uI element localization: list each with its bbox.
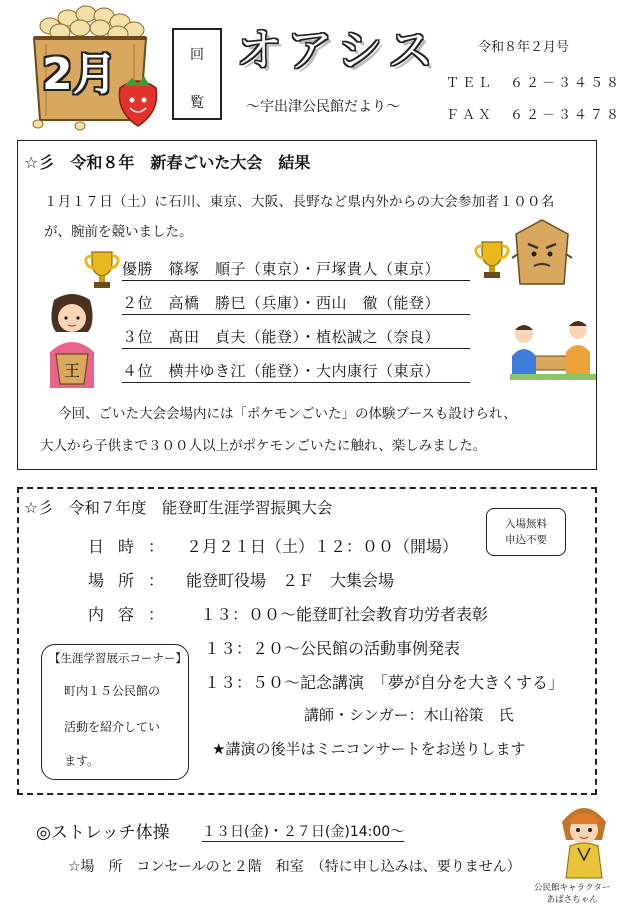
- trophy-icon: [84, 248, 120, 290]
- admission-free-text: 入場無料: [505, 518, 547, 530]
- admission-badge: [486, 508, 566, 556]
- concert-note: ★講演の後半はミニコンサートをお送りします: [212, 740, 526, 758]
- place-value: 能登町役場 ２Ｆ 大集会場: [186, 571, 395, 590]
- no-registration-text: 申込不要: [505, 534, 547, 546]
- trophy-icon: [474, 238, 510, 280]
- newsletter-subtitle: ～宇出津公民館だより～: [246, 99, 400, 115]
- result-row: 優勝 篠塚 順子（東京）・戸塚貴人（東京）: [122, 258, 470, 281]
- mascot-caption-line1: 公民館キャラクター: [534, 883, 611, 893]
- kids-playing-goita-illustration: [508, 316, 598, 382]
- issue-label: 令和８年２月号: [478, 40, 570, 55]
- place-label: 場所：: [88, 571, 179, 590]
- program-item: １３：５０～記念講演 「夢が自分を大きくする」: [204, 673, 565, 692]
- exhibit-corner-line: 町内１５公民館の: [64, 684, 161, 698]
- mascot-caption: [534, 882, 610, 906]
- result-row: ４位 横井ゆき江（能登）・大内康行（東京）: [122, 360, 470, 383]
- goita-piece-char: 王: [63, 361, 81, 380]
- fax-number: ＦＡＸ ６２－３４７８: [446, 108, 622, 123]
- circulation-char-top: 回: [190, 47, 204, 63]
- mascot-caption-line2: あばさちゃん: [546, 895, 598, 905]
- program-item: １３：００～能登町社会教育功労者表彰: [200, 605, 489, 624]
- date-label: 日時：: [88, 537, 179, 556]
- lecturer-line: 講師・シンガー：木山裕策 氏: [304, 706, 514, 724]
- tournament-intro-line1: １月１７日（土）に石川、東京、大阪、長野など県内外からの大会参加者１００名: [44, 194, 555, 210]
- newsletter-title: オアシス: [236, 24, 440, 76]
- exhibit-corner-line: ます。: [64, 754, 100, 768]
- tournament-footer-line1: 今回、ごいた大会会場内には「ポケモンごいた」の体験ブースも設けられ、: [58, 406, 517, 422]
- circulation-char-bottom: 覧: [190, 95, 204, 111]
- stretch-place: ☆場 所 コンセールのと２階 和室 （特に申し込みは、要りません）: [68, 859, 521, 875]
- exhibit-corner-line: 活動を紹介してい: [64, 720, 161, 734]
- circulation-box: [172, 28, 222, 120]
- tel-number: ＴＥＬ ６２－３４５８: [446, 76, 622, 91]
- result-row: ３位 髙田 貞夫（能登）・植松誠之（奈良）: [122, 326, 470, 349]
- stretch-title: ◎ストレッチ体操: [36, 823, 170, 843]
- goita-piece-mascot-icon: [510, 218, 574, 288]
- program-item: １３：２０～公民館の活動事例発表: [204, 639, 461, 658]
- month-badge: 2月: [42, 49, 117, 100]
- result-row: ２位 高橋 勝巳（兵庫）・西山 徹（能登）: [122, 292, 470, 315]
- content-label: 内容：: [88, 605, 179, 624]
- convention-heading: ☆彡 令和７年度 能登町生涯学習振興大会: [24, 499, 333, 517]
- tournament-footer-line2: 大人から子供まで３００人以上がポケモンごいたに触れ、楽しみました。: [40, 438, 487, 454]
- stretch-dates: １３日(金)・２７日(金)14:00～: [202, 821, 404, 842]
- girl-with-goita-piece-illustration: [40, 292, 104, 388]
- tournament-heading: ☆彡 令和８年 新春ごいた大会 結果: [24, 153, 311, 172]
- tournament-intro-line2: が、腕前を競いました。: [44, 224, 193, 240]
- date-value: ２月２１日（土）１２：００（開場）: [186, 537, 459, 556]
- abasa-chan-character-icon: [556, 800, 612, 882]
- exhibit-corner-title: 【生涯学習展示コーナー】: [49, 651, 187, 665]
